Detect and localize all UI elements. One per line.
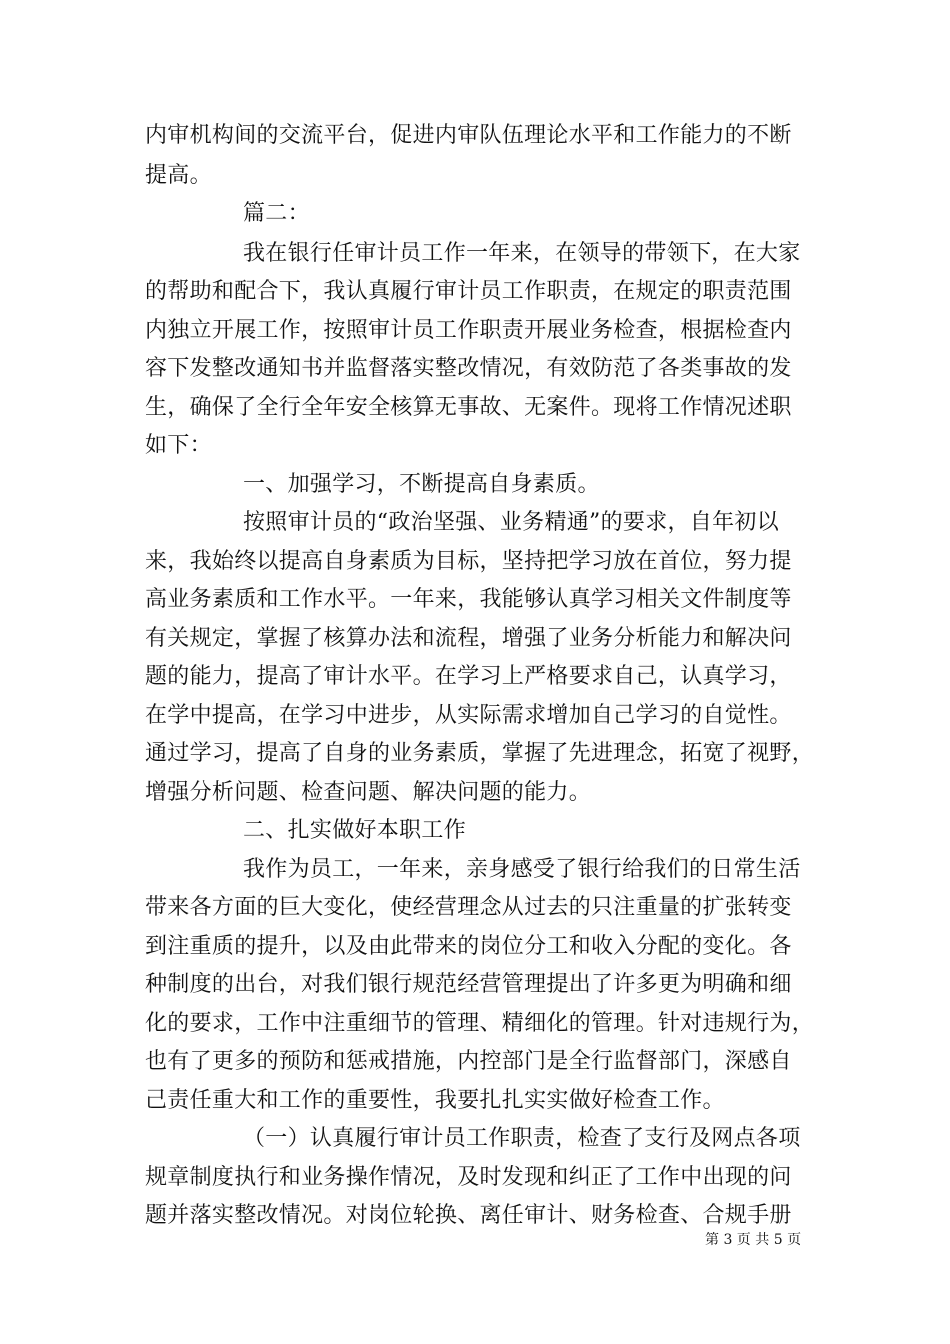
- paragraph-line-1: 内审机构间的交流平台，促进内审队伍理论水平和工作能力的不断: [145, 123, 792, 148]
- paragraph-line-7: 容下发整改通知书并监督落实整改情况，有效防范了各类事故的发: [145, 356, 792, 381]
- subsection-heading-1: （一）认真履行审计员工作职责，检查了支行及网点各项: [243, 1126, 801, 1151]
- paragraph-line-24: 化的要求，工作中注重细节的管理、精细化的管理。针对违规行为，: [145, 1011, 815, 1036]
- paragraph-line-26: 己责任重大和工作的重要性，我要扎扎实实做好检查工作。: [145, 1088, 725, 1113]
- paragraph-line-8: 生，确保了全行全年安全核算无事故、无案件。现将工作情况述职: [145, 395, 792, 420]
- paragraph-line-29: 题并落实整改情况。对岗位轮换、离任审计、财务检查、合规手册: [145, 1203, 792, 1228]
- paragraph-line-22: 到注重质的提升，以及由此带来的岗位分工和收入分配的变化。各: [145, 934, 792, 959]
- paragraph-line-4: 我在银行任审计员工作一年来，在领导的带领下，在大家: [243, 241, 801, 266]
- paragraph-line-28: 规章制度执行和业务操作情况，及时发现和纠正了工作中出现的问: [145, 1165, 792, 1190]
- paragraph-line-18: 增强分析问题、检查问题、解决问题的能力。: [145, 780, 592, 805]
- section-heading-study: 一、加强学习，不断提高自身素质。: [243, 472, 600, 497]
- paragraph-line-23: 种制度的出台，对我们银行规范经营管理提出了许多更为明确和细: [145, 972, 792, 997]
- paragraph-line-25: 也有了更多的预防和惩戒措施，内控部门是全行监督部门，深感自: [145, 1049, 792, 1074]
- paragraph-line-16: 在学中提高，在学习中进步，从实际需求增加自己学习的自觉性。: [145, 703, 792, 728]
- paragraph-line-17: 通过学习，提高了自身的业务素质，掌握了先进理念，拓宽了视野，: [145, 741, 815, 766]
- paragraph-line-6: 内独立开展工作，按照审计员工作职责开展业务检查，根据检查内: [145, 318, 792, 343]
- page-number-footer: 第 3 页 共 5 页: [705, 1232, 802, 1248]
- section-heading-part-two: 篇二：: [243, 201, 310, 226]
- paragraph-line-5: 的帮助和配合下，我认真履行审计员工作职责，在规定的职责范围: [145, 279, 792, 304]
- section-heading-duties: 二、扎实做好本职工作: [243, 818, 467, 843]
- paragraph-line-15: 题的能力，提高了审计水平。在学习上严格要求自己，认真学习，: [145, 664, 792, 689]
- paragraph-line-2: 提高。: [145, 163, 212, 188]
- paragraph-line-21: 带来各方面的巨大变化，使经营理念从过去的只注重量的扩张转变: [145, 895, 792, 920]
- paragraph-line-12: 来，我始终以提高自身素质为目标，坚持把学习放在首位，努力提: [145, 549, 792, 574]
- paragraph-line-11: 按照审计员的“政治坚强、业务精通”的要求，自年初以: [243, 510, 779, 535]
- paragraph-line-13: 高业务素质和工作水平。一年来，我能够认真学习相关文件制度等: [145, 587, 792, 612]
- paragraph-line-9: 如下：: [145, 433, 212, 458]
- paragraph-line-14: 有关规定，掌握了核算办法和流程，增强了业务分析能力和解决问: [145, 626, 792, 651]
- paragraph-line-20: 我作为员工，一年来，亲身感受了银行给我们的日常生活: [243, 857, 801, 882]
